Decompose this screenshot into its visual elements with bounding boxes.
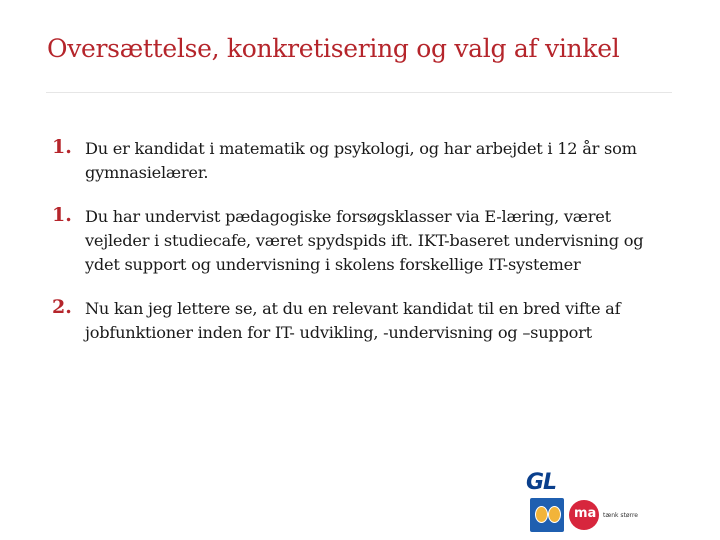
list-item-text: Du har undervist pædagogiske forsøgsklasser via E-læring, været vejleder i studiecafe, været spydspids ift. IKT-baseret undervisning og ydet support og undervisning i skolens forskellige IT-systemer bbox=[85, 207, 644, 274]
gl-logo: GL bbox=[526, 470, 557, 495]
title-divider bbox=[46, 92, 672, 93]
list-item bbox=[52, 205, 652, 277]
badge-figure-left bbox=[535, 506, 548, 523]
list-item-text: Du er kandidat i matematik og psykologi, og har arbejdet i 12 år som gymnasielærer. bbox=[85, 139, 637, 182]
gl-badge-icon bbox=[530, 498, 564, 532]
list-item-text: Nu kan jeg lettere se, at du en relevant kandidat til en bred vifte af jobfunktioner inden for IT- udvikling, -undervisning og –support bbox=[85, 299, 621, 342]
list-item bbox=[52, 137, 652, 185]
list-item-number: 1. bbox=[52, 204, 72, 226]
logo-tagline: tænk større bbox=[603, 512, 638, 519]
ma-logo-icon bbox=[569, 500, 599, 530]
list-item bbox=[52, 297, 652, 345]
badge-figure-right bbox=[548, 506, 561, 523]
list-item-number: 1. bbox=[52, 136, 72, 158]
list-item-number: 2. bbox=[52, 296, 72, 318]
ma-logo-text: ma bbox=[574, 506, 597, 521]
slide-title: Oversættelse, konkretisering og valg af vinkel bbox=[47, 34, 620, 63]
numbered-list bbox=[52, 137, 652, 365]
